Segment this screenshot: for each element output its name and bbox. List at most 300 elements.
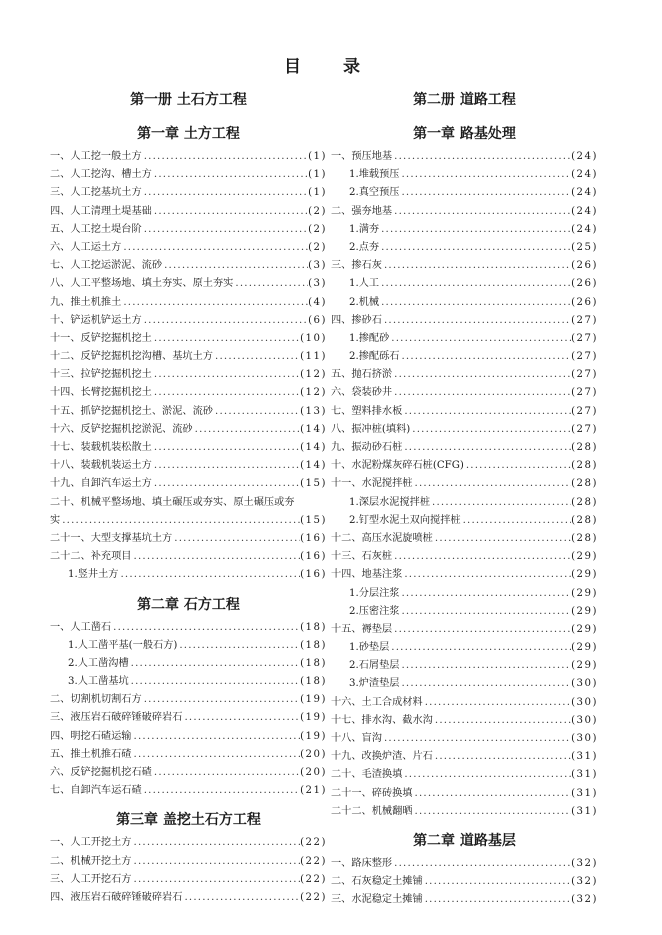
toc-entry-title: 六、袋装砂井: [331, 387, 393, 399]
toc-entry[interactable]: [50, 834, 327, 852]
toc-entry[interactable]: [331, 712, 598, 730]
dot-leader: [142, 184, 308, 202]
dot-leader: [213, 403, 300, 421]
toc-entry[interactable]: [50, 746, 327, 764]
dot-leader: [152, 330, 300, 348]
toc-entry-page: (22): [300, 837, 327, 849]
toc-entry-title: 五、推土机推石碴: [50, 748, 132, 760]
toc-entry[interactable]: [331, 366, 598, 384]
dot-leader: [152, 439, 300, 457]
dot-leader: [142, 148, 308, 166]
toc-entry[interactable]: [331, 257, 598, 275]
toc-entry-title: 十三、拉铲挖掘机挖土: [50, 369, 152, 381]
toc-entry-title: 一、人工凿石: [50, 621, 112, 633]
toc-entry[interactable]: [331, 421, 598, 439]
toc-entry-title: 1.人工凿平基(一般石方): [68, 639, 178, 651]
toc-entry-title: 七、自卸汽车运石碴: [50, 785, 142, 797]
toc-entry-title: 十八、装载机装运土方: [50, 460, 152, 472]
toc-list: [50, 530, 327, 585]
toc-entry[interactable]: [50, 312, 327, 330]
dot-leader: [402, 566, 571, 584]
toc-subentry[interactable]: [331, 348, 598, 366]
dot-leader: [118, 566, 300, 584]
dot-leader: [233, 275, 308, 293]
toc-entry-title: 二、机械开挖土方: [50, 855, 132, 867]
toc-entry[interactable]: [331, 530, 598, 548]
toc-entry-page: (22): [300, 855, 327, 867]
toc-entry-page: (2): [308, 205, 327, 217]
toc-entry[interactable]: [50, 184, 327, 202]
dot-leader: [413, 785, 572, 803]
toc-entry-title: 十五、褥垫层: [331, 623, 393, 635]
toc-subentry[interactable]: [331, 221, 598, 239]
toc-entry[interactable]: [50, 782, 327, 800]
dot-leader: [433, 748, 571, 766]
toc-entry[interactable]: [50, 709, 327, 727]
toc-entry-title: 二十、机械平整场地、填土碾压或夯实、原土碾压或夯: [50, 496, 295, 508]
toc-entry-title: 一、人工挖一般土方: [50, 151, 142, 162]
dot-leader: [433, 712, 571, 730]
toc-entry-page: (24): [571, 169, 598, 181]
toc-entry[interactable]: [331, 439, 598, 457]
toc-list: [50, 148, 327, 494]
dot-leader: [399, 657, 571, 675]
toc-entry-page: (1): [308, 187, 327, 199]
toc-subentry[interactable]: [331, 294, 598, 312]
toc-entry-page: (28): [571, 532, 598, 544]
toc-entry-page: (14): [300, 460, 327, 472]
toc-entry-page: (29): [571, 660, 598, 672]
toc-entry[interactable]: [331, 730, 598, 748]
toc-entry-page: (30): [571, 714, 598, 726]
toc-entry-page: (29): [571, 642, 598, 654]
toc-entry-page: (21): [300, 785, 327, 797]
toc-entry[interactable]: [331, 203, 598, 221]
toc-subentry[interactable]: [331, 330, 598, 348]
toc-entry-title: 二十二、机械翻晒: [331, 805, 413, 817]
dot-leader: [142, 221, 308, 239]
dot-leader: [379, 275, 571, 293]
dot-leader: [461, 512, 571, 530]
toc-entry-page: (18): [300, 657, 327, 669]
toc-entry-page: (29): [571, 551, 598, 563]
dot-leader: [142, 312, 308, 330]
dot-leader: [129, 655, 300, 673]
chapter-title: 第三章 盖挖土石方工程: [116, 812, 261, 829]
toc-entry-title: 二十一、碎砖换填: [331, 787, 413, 799]
toc-entry[interactable]: [50, 294, 327, 312]
dot-leader: [402, 439, 571, 457]
toc-entry-page: (1): [308, 169, 327, 181]
toc-entry-page: (16): [300, 551, 327, 563]
toc-entry-page: (32): [571, 876, 598, 888]
toc-entry-title: 四、明挖石碴运输: [50, 730, 132, 742]
dot-leader: [389, 330, 571, 348]
toc-entry-title: 一、人工开挖土方: [50, 837, 132, 849]
toc-entry-page: (1): [308, 151, 327, 162]
toc-entry[interactable]: [50, 421, 327, 439]
toc-entry[interactable]: [50, 257, 327, 275]
toc-entry-page: (28): [571, 478, 598, 490]
toc-subentry[interactable]: [50, 566, 327, 584]
dot-leader: [379, 239, 571, 257]
dot-leader: [193, 421, 300, 439]
dot-leader: [121, 239, 308, 257]
dot-leader: [132, 834, 301, 852]
toc-subentry[interactable]: [331, 494, 598, 512]
toc-entry-title: 六、反铲挖掘机挖石碴: [50, 767, 152, 778]
toc-entry-page: (29): [571, 569, 598, 581]
dot-leader: [379, 221, 571, 239]
dot-leader: [172, 530, 300, 548]
toc-entry-page: (19): [300, 730, 327, 742]
toc-entry[interactable]: [331, 694, 598, 712]
dot-leader: [382, 312, 571, 330]
toc-entry[interactable]: [331, 855, 598, 873]
toc-entry-title: 三、液压岩石破碎锤破碎岩石: [50, 712, 183, 724]
toc-entry-title: 二、石灰稳定土摊铺: [331, 876, 423, 888]
toc-entry-title: 十二、高压水泥旋喷桩: [331, 532, 433, 544]
toc-entry[interactable]: [331, 748, 598, 766]
dot-leader: [399, 348, 571, 366]
toc-subentry[interactable]: [331, 585, 598, 603]
toc-entry-title: 十六、土工合成材料: [331, 696, 423, 708]
toc-list: [331, 855, 598, 910]
dot-leader: [399, 166, 571, 184]
dot-leader: [413, 475, 572, 493]
toc-entry-title: 3.人工凿基坑: [68, 676, 129, 688]
dot-leader: [392, 855, 571, 873]
toc-entry[interactable]: [50, 871, 327, 889]
toc-list: [50, 619, 327, 801]
toc-entry-title: 十八、盲沟: [331, 733, 382, 744]
toc-entry-title: 十七、装载机装松散土: [50, 442, 152, 453]
dot-leader: [152, 764, 300, 782]
toc-entry-title: 四、掺砂石: [331, 314, 382, 326]
toc-entry[interactable]: [331, 891, 598, 909]
toc-entry-title: 十二、反铲挖掘机挖沟槽、基坑土方: [50, 351, 213, 363]
dot-leader: [177, 637, 300, 655]
toc-entry[interactable]: [50, 384, 327, 402]
toc-entry[interactable]: [50, 494, 327, 512]
toc-entry[interactable]: [50, 764, 327, 782]
toc-entry-page: (18): [300, 639, 327, 651]
toc-entry[interactable]: [331, 403, 598, 421]
dot-leader: [60, 512, 300, 530]
dot-leader: [402, 766, 571, 784]
dot-leader: [392, 203, 571, 221]
dot-leader: [382, 257, 571, 275]
toc-entry-page: (28): [571, 496, 598, 508]
toc-entry[interactable]: [50, 366, 327, 384]
toc-entry[interactable]: [331, 384, 598, 402]
toc-subentry[interactable]: [50, 673, 327, 691]
toc-entry[interactable]: [50, 403, 327, 421]
toc-entry[interactable]: [50, 203, 327, 221]
dot-leader: [433, 530, 571, 548]
toc-entry-page: (20): [300, 767, 327, 778]
toc-entry[interactable]: [50, 166, 327, 184]
toc-entry[interactable]: [331, 148, 598, 166]
toc-entry[interactable]: [331, 766, 598, 784]
toc-entry-page: (24): [571, 187, 598, 199]
dot-leader: [423, 694, 571, 712]
toc-entry-title: 2.人工凿沟槽: [68, 657, 129, 669]
right-column: [331, 88, 598, 910]
dot-leader: [413, 803, 572, 821]
toc-entry-page: (29): [571, 623, 598, 635]
toc-entry[interactable]: [50, 457, 327, 475]
toc-entry-title: 三、掺石灰: [331, 260, 382, 272]
toc-entry-page: (26): [571, 296, 598, 308]
dot-leader: [129, 673, 300, 691]
toc-entry-page: (24): [571, 223, 598, 235]
toc-entry-page: (30): [571, 678, 598, 690]
toc-entry[interactable]: [50, 475, 327, 493]
dot-leader: [402, 403, 571, 421]
toc-entry-title: 五、抛石挤淤: [331, 369, 393, 381]
toc-entry-page: (31): [571, 769, 598, 781]
toc-entry-continuation[interactable]: [50, 512, 327, 530]
toc-entry-title: 三、人工开挖石方: [50, 873, 132, 885]
chapter-title: 第二章 道路基层: [413, 832, 516, 849]
toc-entry-page: (26): [571, 260, 598, 272]
toc-entry-title: 八、振冲桩(填料): [331, 423, 411, 435]
toc-entry-page: (27): [571, 423, 598, 435]
toc-entry-page: (29): [571, 587, 598, 599]
toc-entry-page: (27): [571, 387, 598, 399]
toc-entry-title: 一、路床整形: [331, 857, 393, 869]
toc-entry-title: 十九、自卸汽车运土方: [50, 478, 152, 490]
toc-entry[interactable]: [50, 148, 327, 166]
dot-leader: [392, 148, 571, 166]
dot-leader: [423, 873, 571, 891]
toc-entry-title: 三、人工挖基坑土方: [50, 187, 142, 199]
chapter-title: 第一章 土方工程: [137, 126, 240, 142]
toc-entry-title: 三、水泥稳定土摊铺: [331, 894, 423, 906]
toc-entry-page: (28): [571, 442, 598, 453]
dot-leader: [152, 457, 300, 475]
toc-entry-title: 十四、长臂挖掘机挖土: [50, 387, 152, 399]
toc-entry[interactable]: [50, 221, 327, 239]
dot-leader: [399, 184, 571, 202]
toc-list: [50, 834, 327, 907]
toc-entry-title: 1.堆载预压: [349, 169, 400, 181]
toc-entry[interactable]: [331, 621, 598, 639]
dot-leader: [132, 728, 301, 746]
dot-leader: [213, 348, 300, 366]
toc-entry[interactable]: [331, 785, 598, 803]
toc-subentry[interactable]: [50, 637, 327, 655]
toc-entry-title: 2.掺配砾石: [349, 351, 400, 363]
toc-entry-page: (22): [300, 891, 327, 903]
toc-entry-page: (16): [300, 532, 327, 544]
dot-leader: [142, 691, 300, 709]
toc-entry[interactable]: [331, 803, 598, 821]
dot-leader: [392, 366, 571, 384]
toc-entry-title: 二、强夯地基: [331, 205, 393, 217]
toc-entry-page: (30): [571, 733, 598, 744]
toc-entry-page: (27): [571, 332, 598, 344]
toc-entry-page: (28): [571, 514, 598, 526]
dot-leader: [392, 384, 571, 402]
toc-entry-page: (12): [300, 369, 327, 381]
toc-entry-page: (2): [308, 223, 327, 235]
toc-entry-title: 七、塑料排水板: [331, 405, 403, 417]
toc-entry-page: (27): [571, 351, 598, 363]
toc-entry-page: (16): [300, 569, 327, 581]
toc-entry[interactable]: [50, 889, 327, 907]
toc-entry[interactable]: [50, 330, 327, 348]
toc-subentry[interactable]: [331, 184, 598, 202]
toc-entry-title: 四、人工清理土堤基础: [50, 205, 152, 217]
toc-entry-title: 五、人工挖土堤台阶: [50, 223, 142, 235]
toc-subentry[interactable]: [331, 239, 598, 257]
toc-list: [331, 148, 598, 821]
toc-entry[interactable]: [50, 530, 327, 548]
toc-entry[interactable]: [50, 619, 327, 637]
toc-entry[interactable]: [50, 728, 327, 746]
toc-entry-page: (31): [571, 787, 598, 799]
toc-entry-page: (24): [571, 151, 598, 162]
dot-leader: [182, 889, 300, 907]
toc-entry-title: 1.深层水泥搅拌桩: [349, 496, 431, 508]
toc-entry[interactable]: [50, 548, 327, 566]
toc-entry[interactable]: [331, 475, 598, 493]
toc-entry[interactable]: [50, 691, 327, 709]
toc-subentry[interactable]: [331, 657, 598, 675]
book-title: 第一册 土石方工程: [130, 92, 247, 108]
toc-entry-title: 十四、地基注浆: [331, 569, 403, 581]
toc-entry[interactable]: [331, 566, 598, 584]
toc-entry-title: 十一、反铲挖掘机挖土: [50, 332, 152, 344]
toc-entry-page: (11): [300, 351, 327, 363]
dot-leader: [392, 621, 571, 639]
toc-entry-page: (25): [571, 241, 598, 253]
toc-subentry[interactable]: [50, 655, 327, 673]
toc-entry[interactable]: [331, 548, 598, 566]
toc-entry-page: (28): [571, 460, 598, 472]
toc-entry[interactable]: [331, 873, 598, 891]
toc-entry-title: 二十、毛渣换填: [331, 769, 403, 781]
dot-leader: [162, 257, 308, 275]
dot-leader: [152, 366, 300, 384]
toc-entry-title: 十一、水泥搅拌桩: [331, 478, 413, 490]
toc-entry-page: (32): [571, 894, 598, 906]
toc-subentry[interactable]: [331, 166, 598, 184]
dot-leader: [382, 730, 571, 748]
toc-subentry[interactable]: [331, 675, 598, 693]
toc-subentry[interactable]: [331, 275, 598, 293]
toc-entry-title: 2.压密注浆: [349, 605, 400, 617]
toc-entry-page: (26): [571, 278, 598, 290]
dot-leader: [430, 494, 571, 512]
toc-entry-title: 1.掺配砂: [349, 332, 390, 344]
toc-subentry[interactable]: [331, 639, 598, 657]
toc-entry[interactable]: [50, 348, 327, 366]
toc-entry-title: 3.炉渣垫层: [349, 678, 400, 690]
toc-entry-page: (4): [308, 296, 327, 308]
dot-leader: [132, 746, 301, 764]
toc-entry-title: 四、液压岩石破碎锤破碎岩石: [50, 891, 183, 903]
toc-entry-page: (14): [300, 423, 327, 435]
toc-entry-title: 2.点夯: [349, 241, 380, 253]
toc-entry-page: (10): [300, 332, 327, 344]
dot-leader: [142, 782, 300, 800]
book-title: 第二册 道路工程: [413, 92, 516, 108]
toc-entry-title: 1.满夯: [349, 223, 380, 235]
toc-entry-title: 实: [50, 514, 61, 526]
toc-entry-page: (18): [300, 676, 327, 688]
toc-entry-title: 1.砂垫层: [349, 642, 390, 654]
toc-entry-page: (19): [300, 694, 327, 706]
toc-entry-page: (27): [571, 405, 598, 417]
chapter-title: 第二章 石方工程: [137, 596, 240, 613]
toc-entry-title: 2.钉型水泥土双向搅拌桩: [349, 514, 461, 526]
toc-subentry[interactable]: [331, 512, 598, 530]
toc-entry-page: (19): [300, 712, 327, 724]
toc-entry-page: (15): [300, 478, 327, 490]
dot-leader: [152, 166, 308, 184]
toc-entry-title: 八、人工平整场地、填土夯实、原土夯实: [50, 278, 234, 290]
toc-entry-page: (14): [300, 442, 327, 453]
toc-entry[interactable]: [50, 275, 327, 293]
toc-entry-title: 二十一、大型支撑基坑土方: [50, 532, 173, 544]
dot-leader: [182, 709, 300, 727]
dot-leader: [392, 548, 571, 566]
dot-leader: [152, 384, 300, 402]
dot-leader: [121, 294, 308, 312]
toc-entry[interactable]: [50, 439, 327, 457]
toc-entry-page: (31): [571, 805, 598, 817]
dot-leader: [399, 603, 571, 621]
toc-entry[interactable]: [331, 312, 598, 330]
toc-entry-title: 七、人工挖运淤泥、流砂: [50, 260, 163, 272]
toc-entry-page: (3): [308, 278, 327, 290]
toc-subentry[interactable]: [331, 603, 598, 621]
dot-leader: [399, 585, 571, 603]
chapter-title: 第一章 路基处理: [413, 126, 516, 142]
toc-entry-title: 九、推土机推土: [50, 296, 122, 308]
toc-entry-page: (24): [571, 205, 598, 217]
toc-entry-page: (18): [300, 621, 327, 633]
toc-entry-page: (30): [571, 696, 598, 708]
toc-entry-title: 十、铲运机铲运土方: [50, 314, 142, 326]
toc-entry-page: (13): [300, 405, 327, 417]
toc-entry-title: 九、振动砂石桩: [331, 442, 403, 453]
dot-leader: [152, 475, 300, 493]
toc-entry-title: 六、人工运土方: [50, 241, 122, 253]
toc-entry-page: (15): [300, 514, 327, 526]
toc-entry[interactable]: [50, 853, 327, 871]
toc-entry-page: (32): [571, 857, 598, 869]
toc-entry-title: 十七、排水沟、截水沟: [331, 714, 433, 726]
toc-entry-title: 2.机械: [349, 296, 380, 308]
dot-leader: [389, 639, 571, 657]
toc-entry-page: (22): [300, 873, 327, 885]
toc-entry-title: 十、水泥粉煤灰碎石桩(CFG): [331, 460, 464, 472]
toc-entry-page: (12): [300, 387, 327, 399]
toc-entry-title: 二十二、补充项目: [50, 551, 132, 563]
toc-entry-page: (2): [308, 241, 327, 253]
toc-entry-page: (3): [308, 260, 327, 272]
toc-entry-page: (20): [300, 748, 327, 760]
dot-leader: [423, 891, 571, 909]
toc-entry-title: 1.分层注浆: [349, 587, 400, 599]
toc-entry[interactable]: [331, 457, 598, 475]
toc-entry[interactable]: [50, 239, 327, 257]
toc-entry-title: 1.人工: [349, 278, 380, 290]
